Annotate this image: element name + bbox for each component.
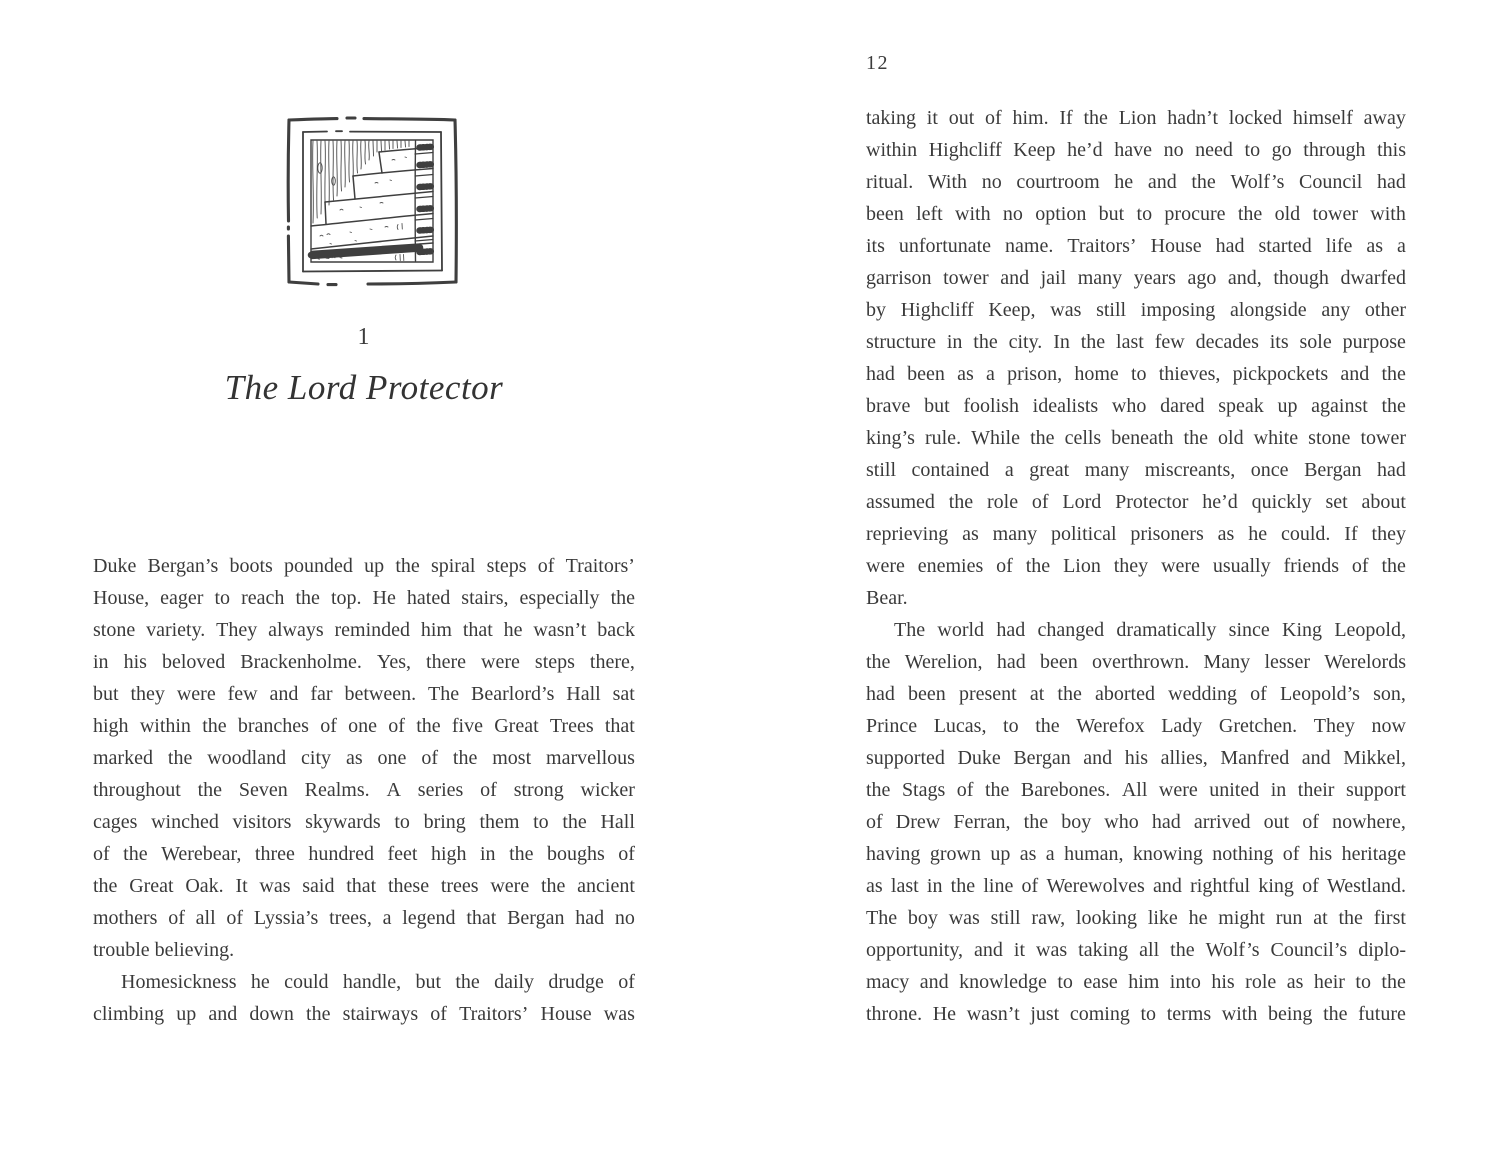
text-line: as last in the line of Werewolves and rightful king of Westland. xyxy=(866,875,1406,897)
left-page-text xyxy=(93,550,635,1030)
text-line: opportunity, and it was taking all the Wolf’s Council’s diplo- xyxy=(866,939,1406,961)
text-line: ritual. With no courtroom he and the Wolf’s Council had xyxy=(866,171,1406,193)
text-line: trouble believing. xyxy=(93,939,235,961)
text-line: throne. He wasn’t just coming to terms with being the future xyxy=(866,1003,1406,1025)
text-line: of Drew Ferran, the boy who had arrived out of nowhere, xyxy=(866,811,1406,833)
page-left xyxy=(93,0,635,1151)
page-number: 12 xyxy=(866,52,889,74)
text-line: in his beloved Brackenholme. Yes, there were steps there, xyxy=(93,651,635,673)
text-line: were enemies of the Lion they were usually friends of the xyxy=(866,555,1406,577)
text-line: the Stags of the Barebones. All were united in their support xyxy=(866,779,1406,801)
text-line: by Highcliff Keep, was still imposing alongside any other xyxy=(866,299,1406,321)
text-line: the Werelion, had been overthrown. Many lesser Werelords xyxy=(866,651,1406,673)
text-line: supported Duke Bergan and his allies, Manfred and Mikkel, xyxy=(866,747,1406,769)
text-line: mothers of all of Lyssia’s trees, a legend that Bergan had no xyxy=(93,907,635,929)
chapter-number: 1 xyxy=(357,324,371,350)
text-line: macy and knowledge to ease him into his role as heir to the xyxy=(866,971,1406,993)
text-line: cages winched visitors skywards to bring them to the Hall xyxy=(93,811,635,833)
text-line: brave but foolish idealists who dared speak up against the xyxy=(866,395,1406,417)
text-line: The boy was still raw, looking like he might run at the first xyxy=(866,907,1406,929)
chapter-title: The Lord Protector xyxy=(224,368,504,407)
text-line: structure in the city. In the last few decades its sole purpose xyxy=(866,331,1406,353)
chapter-ornament-stairs-illustration xyxy=(280,110,464,292)
text-line: still contained a great many miscreants, once Bergan had xyxy=(866,459,1406,481)
text-line: high within the branches of one of the five Great Trees that xyxy=(93,715,635,737)
text-line: of the Werebear, three hundred feet high in the boughs of xyxy=(93,843,635,865)
text-line: House, eager to reach the top. He hated stairs, especially the xyxy=(93,587,635,609)
text-line: stone variety. They always reminded him that he wasn’t back xyxy=(93,619,635,641)
text-line: throughout the Seven Realms. A series of strong wicker xyxy=(93,779,635,801)
text-line: taking it out of him. If the Lion hadn’t locked himself away xyxy=(866,107,1406,129)
text-line: having grown up as a human, knowing nothing of his heritage xyxy=(866,843,1406,865)
text-line: Duke Bergan’s boots pounded up the spiral steps of Traitors’ xyxy=(93,555,635,577)
page-right xyxy=(866,0,1406,1151)
right-page-text xyxy=(866,102,1406,1030)
text-line: but they were few and far between. The Bearlord’s Hall sat xyxy=(93,683,635,705)
text-line: garrison tower and jail many years ago and, though dwarfed xyxy=(866,267,1406,289)
text-line: The world had changed dramatically since King Leopold, xyxy=(894,619,1406,641)
text-line: climbing up and down the stairways of Traitors’ House was xyxy=(93,1003,635,1025)
text-line: its unfortunate name. Traitors’ House had started life as a xyxy=(866,235,1406,257)
text-line: had been present at the aborted wedding of Leopold’s son, xyxy=(866,683,1406,705)
text-line: the Great Oak. It was said that these trees were the ancient xyxy=(93,875,635,897)
text-line: been left with no option but to procure the old tower with xyxy=(866,203,1406,225)
text-line: within Highcliff Keep he’d have no need to go through this xyxy=(866,139,1406,161)
text-line: Homesickness he could handle, but the daily drudge of xyxy=(121,971,635,993)
text-line: marked the woodland city as one of the most marvellous xyxy=(93,747,635,769)
text-line: reprieving as many political prisoners as he could. If they xyxy=(866,523,1406,545)
text-line: Bear. xyxy=(866,587,908,609)
text-line: king’s rule. While the cells beneath the old white stone tower xyxy=(866,427,1406,449)
text-line: Prince Lucas, to the Werefox Lady Gretchen. They now xyxy=(866,715,1406,737)
text-line: assumed the role of Lord Protector he’d quickly set about xyxy=(866,491,1406,513)
text-line: had been as a prison, home to thieves, pickpockets and the xyxy=(866,363,1406,385)
woodcut-stairs-icon xyxy=(280,110,464,292)
